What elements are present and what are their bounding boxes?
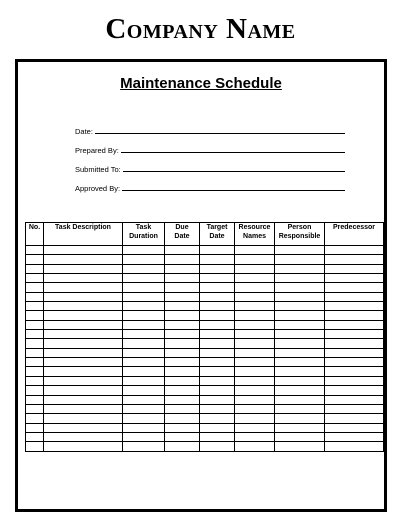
table-cell[interactable] [44,339,123,348]
table-cell[interactable] [44,330,123,339]
table-cell[interactable] [235,292,275,301]
table-cell[interactable] [200,395,235,404]
field-submitted-to [75,155,345,174]
table-cell[interactable] [165,367,200,376]
table-cell[interactable] [235,395,275,404]
table-cell[interactable] [235,302,275,311]
table-cell[interactable] [44,386,123,395]
table-cell[interactable] [235,432,275,441]
table-cell[interactable] [123,414,165,423]
table-cell[interactable] [44,255,123,264]
column-header-target-date: Target Date [200,223,235,246]
table-cell[interactable] [44,246,123,255]
table-cell[interactable] [165,264,200,273]
table-body [26,246,384,452]
field-prepared-by [75,136,345,155]
table-cell[interactable] [275,264,325,273]
table-cell[interactable] [165,423,200,432]
table-cell[interactable] [26,414,44,423]
table-cell[interactable] [275,302,325,311]
table-cell[interactable] [235,330,275,339]
table-cell[interactable] [26,386,44,395]
table-cell[interactable] [200,376,235,385]
table-row [26,255,384,264]
table-cell[interactable] [123,386,165,395]
approved-by-field-line[interactable] [122,182,345,191]
table-cell[interactable] [325,432,384,441]
table-cell[interactable] [123,339,165,348]
table-cell[interactable] [325,376,384,385]
table-cell[interactable] [235,376,275,385]
table-row [26,339,384,348]
table-cell[interactable] [26,274,44,283]
table-cell[interactable] [26,311,44,320]
table-cell[interactable] [325,395,384,404]
table-cell[interactable] [44,274,123,283]
table-cell[interactable] [235,348,275,357]
table-cell[interactable] [325,255,384,264]
table-cell[interactable] [26,442,44,451]
table-cell[interactable] [200,302,235,311]
column-header-no: No. [26,223,44,246]
column-header-person-responsible: Person Responsible [275,223,325,246]
column-header-resource-names: Resource Names [235,223,275,246]
table-cell[interactable] [123,423,165,432]
table-cell[interactable] [165,302,200,311]
field-label: Approved By: [75,184,121,193]
table-cell[interactable] [44,423,123,432]
table-cell[interactable] [123,292,165,301]
table-cell[interactable] [200,358,235,367]
table-cell[interactable] [235,320,275,329]
field-label: Date: [75,127,93,136]
table-row [26,348,384,357]
table-cell[interactable] [165,414,200,423]
table-cell[interactable] [123,358,165,367]
table-cell[interactable] [44,376,123,385]
field-label: Submitted To: [75,165,121,174]
table-cell[interactable] [325,264,384,273]
table-row [26,330,384,339]
table-cell[interactable] [44,404,123,413]
table-cell[interactable] [44,320,123,329]
table-cell[interactable] [235,274,275,283]
table-cell[interactable] [275,292,325,301]
table-cell[interactable] [200,292,235,301]
table-cell[interactable] [165,283,200,292]
table-cell[interactable] [26,376,44,385]
table-cell[interactable] [165,330,200,339]
table-cell[interactable] [275,339,325,348]
table-cell[interactable] [44,358,123,367]
table-cell[interactable] [123,246,165,255]
table-cell[interactable] [123,264,165,273]
table-cell[interactable] [200,246,235,255]
table-cell[interactable] [26,367,44,376]
table-cell[interactable] [275,414,325,423]
table-row [26,367,384,376]
table-cell[interactable] [44,292,123,301]
table-cell[interactable] [44,348,123,357]
table-cell[interactable] [275,246,325,255]
table-cell[interactable] [123,283,165,292]
table-cell[interactable] [123,442,165,451]
table-cell[interactable] [275,311,325,320]
table-cell[interactable] [26,339,44,348]
table-cell[interactable] [200,414,235,423]
table-cell[interactable] [165,376,200,385]
document-title [18,75,384,92]
table-cell[interactable] [165,348,200,357]
table-row [26,264,384,273]
table-cell[interactable] [200,330,235,339]
table-row [26,414,384,423]
table-cell[interactable] [44,414,123,423]
column-header-task-duration: Task Duration [123,223,165,246]
field-date [75,117,345,136]
table-cell[interactable] [123,376,165,385]
table-cell[interactable] [200,311,235,320]
table-cell[interactable] [200,348,235,357]
table-cell[interactable] [44,395,123,404]
table-cell[interactable] [44,283,123,292]
table-cell[interactable] [235,358,275,367]
table-cell[interactable] [44,264,123,273]
table-cell[interactable] [165,395,200,404]
table-cell[interactable] [275,423,325,432]
form-fields [75,117,345,193]
table-cell[interactable] [235,255,275,264]
table-cell[interactable] [325,302,384,311]
table-row [26,302,384,311]
table-cell[interactable] [200,404,235,413]
table-cell[interactable] [200,283,235,292]
table-cell[interactable] [200,432,235,441]
date-field-line[interactable] [95,125,345,134]
table-cell[interactable] [235,404,275,413]
table-cell[interactable] [235,264,275,273]
table-header-row [26,223,384,246]
table-cell[interactable] [123,330,165,339]
field-approved-by [75,174,345,193]
table-cell[interactable] [123,404,165,413]
table-cell[interactable] [325,330,384,339]
table-cell[interactable] [325,292,384,301]
table-cell[interactable] [165,432,200,441]
table-cell[interactable] [235,311,275,320]
table-row [26,320,384,329]
table-cell[interactable] [165,339,200,348]
column-header-predecessor: Predecessor [325,223,384,246]
table-cell[interactable] [235,386,275,395]
table-cell[interactable] [325,246,384,255]
prepared-by-field-line[interactable] [121,144,345,153]
table-cell[interactable] [26,255,44,264]
table-row [26,386,384,395]
table-cell[interactable] [26,432,44,441]
table-cell[interactable] [275,255,325,264]
table-cell[interactable] [26,404,44,413]
table-row [26,292,384,301]
table-cell[interactable] [26,264,44,273]
table-row [26,246,384,255]
table-row [26,395,384,404]
table-cell[interactable] [275,376,325,385]
table-cell[interactable] [165,358,200,367]
table-cell[interactable] [26,395,44,404]
table-cell[interactable] [325,442,384,451]
table-cell[interactable] [165,292,200,301]
table-cell[interactable] [165,404,200,413]
table-cell[interactable] [123,348,165,357]
table-cell[interactable] [275,395,325,404]
table-cell[interactable] [44,311,123,320]
table-cell[interactable] [165,274,200,283]
table-cell[interactable] [200,255,235,264]
table-cell[interactable] [275,348,325,357]
table-cell[interactable] [235,414,275,423]
table-cell[interactable] [26,423,44,432]
table-cell[interactable] [200,367,235,376]
table-cell[interactable] [235,339,275,348]
table-cell[interactable] [325,367,384,376]
table-cell[interactable] [325,320,384,329]
table-cell[interactable] [275,432,325,441]
table-cell[interactable] [325,414,384,423]
table-cell[interactable] [200,339,235,348]
table-cell[interactable] [123,255,165,264]
table-cell[interactable] [26,320,44,329]
document-title-text: Maintenance Schedule [120,75,282,92]
column-header-task-description: Task Description [44,223,123,246]
table-cell[interactable] [26,330,44,339]
table-cell[interactable] [123,302,165,311]
table-row [26,423,384,432]
table-cell[interactable] [44,432,123,441]
table-cell[interactable] [123,367,165,376]
table-cell[interactable] [275,358,325,367]
table-row [26,311,384,320]
table-cell[interactable] [200,264,235,273]
table-cell[interactable] [165,386,200,395]
table-cell[interactable] [123,274,165,283]
table-cell[interactable] [325,423,384,432]
table-cell[interactable] [235,367,275,376]
table-cell[interactable] [275,274,325,283]
table-cell[interactable] [235,246,275,255]
table-cell[interactable] [275,442,325,451]
table-cell[interactable] [325,404,384,413]
table-cell[interactable] [165,442,200,451]
table-cell[interactable] [26,358,44,367]
table-cell[interactable] [275,330,325,339]
table-cell[interactable] [275,283,325,292]
table-cell[interactable] [275,320,325,329]
table-cell[interactable] [200,274,235,283]
table-cell[interactable] [200,423,235,432]
document-frame [15,59,387,512]
table-cell[interactable] [44,367,123,376]
table-cell[interactable] [235,442,275,451]
table-cell[interactable] [325,358,384,367]
table-cell[interactable] [275,367,325,376]
table-cell[interactable] [275,386,325,395]
table-row [26,283,384,292]
table-row [26,432,384,441]
table-cell[interactable] [325,274,384,283]
table-cell[interactable] [325,283,384,292]
table-cell[interactable] [200,386,235,395]
table-cell[interactable] [26,348,44,357]
table-cell[interactable] [200,320,235,329]
table-cell[interactable] [275,404,325,413]
table-cell[interactable] [123,432,165,441]
table-cell[interactable] [325,386,384,395]
table-cell[interactable] [235,283,275,292]
table-cell[interactable] [200,442,235,451]
table-cell[interactable] [165,320,200,329]
table-cell[interactable] [123,311,165,320]
submitted-to-field-line[interactable] [123,163,345,172]
table-cell[interactable] [325,339,384,348]
table-cell[interactable] [26,283,44,292]
table-row [26,274,384,283]
table-cell[interactable] [123,320,165,329]
table-cell[interactable] [44,442,123,451]
table-row [26,358,384,367]
table-cell[interactable] [165,311,200,320]
table-cell[interactable] [165,255,200,264]
column-header-due-date: Due Date [165,223,200,246]
table-cell[interactable] [235,423,275,432]
table-row [26,376,384,385]
table-cell[interactable] [165,246,200,255]
table-row [26,404,384,413]
table-cell[interactable] [26,302,44,311]
table-cell[interactable] [26,292,44,301]
field-label: Prepared By: [75,146,119,155]
table-cell[interactable] [325,311,384,320]
table-cell[interactable] [123,395,165,404]
table-cell[interactable] [26,246,44,255]
table-cell[interactable] [44,302,123,311]
company-name: Company Name [105,13,296,45]
table-cell[interactable] [325,348,384,357]
table-row [26,442,384,451]
maintenance-schedule-table [25,222,384,452]
